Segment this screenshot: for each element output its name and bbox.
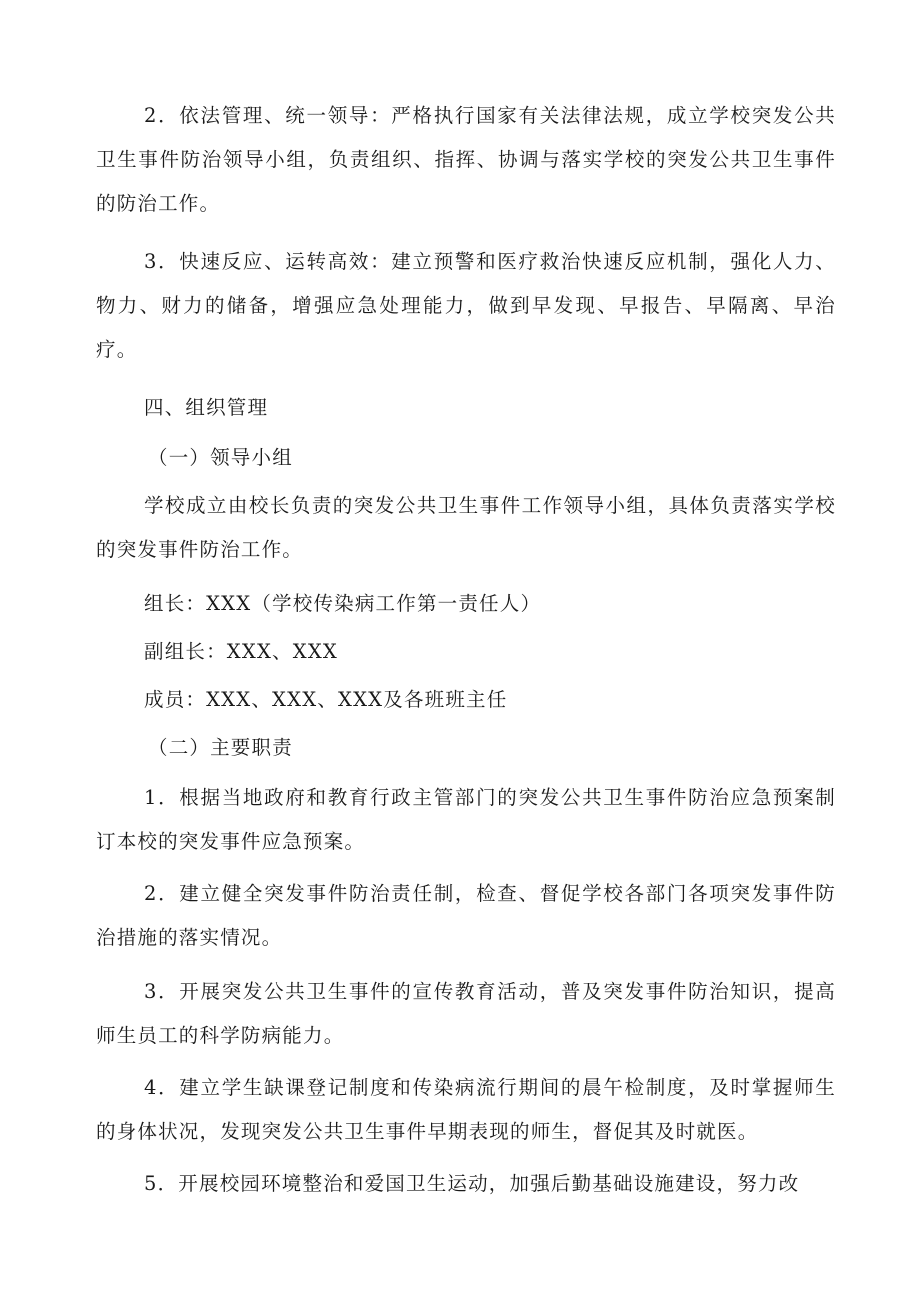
section-4-heading: 四、组织管理: [144, 396, 269, 419]
subsection-2-heading: （二）主要职责: [148, 736, 293, 759]
subsection-1-heading: （一）领导小组: [148, 446, 293, 469]
duty-5-paragraph: 5．开展校园环境整治和爱国卫生运动，加强后勤基础设施建设，努力改: [144, 1172, 800, 1195]
duty-1-paragraph: 1．根据当地政府和教育行政主管部门的突发公共卫生事件防治应急预案制订本校的突发事件应急预案。: [96, 786, 836, 853]
duty-4-paragraph: 4．建立学生缺课登记制度和传染病流行期间的晨午检制度，及时掌握师生的身体状况，发现突发公共卫生事件早期表现的师生，督促其及时就医。: [96, 1076, 836, 1143]
deputy-leader-line: 副组长：XXX、XXX: [144, 640, 338, 663]
leadership-description-paragraph: 学校成立由校长负责的突发公共卫生事件工作领导小组，具体负责落实学校的突发事件防治工作。: [96, 494, 836, 561]
duty-3-paragraph: 3．开展突发公共卫生事件的宣传教育活动，普及突发事件防治知识，提高师生员工的科学防病能力。: [96, 980, 836, 1047]
duty-2-paragraph: 2．建立健全突发事件防治责任制，检查、督促学校各部门各项突发事件防治措施的落实情况。: [96, 882, 836, 949]
leader-line: 组长：XXX（学校传染病工作第一责任人）: [144, 592, 542, 615]
members-line: 成员：XXX、XXX、XXX及各班班主任: [144, 688, 508, 711]
principle-2-paragraph: 2．依法管理、统一领导：严格执行国家有关法律法规，成立学校突发公共卫生事件防治领导小组，负责组织、指挥、协调与落实学校的突发公共卫生事件的防治工作。: [96, 104, 836, 215]
principle-3-paragraph: 3．快速反应、运转高效：建立预警和医疗救治快速反应机制，强化人力、物力、财力的储备，增强应急处理能力，做到早发现、早报告、早隔离、早治疗。: [96, 250, 836, 361]
